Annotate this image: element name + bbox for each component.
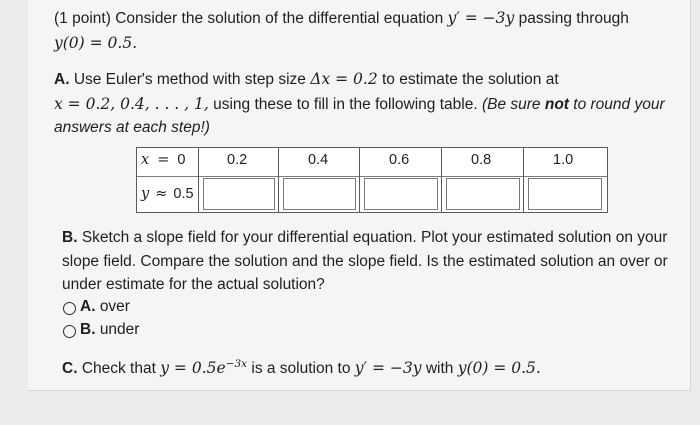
part-c-condition: y(0) = 0.5. [457,359,541,378]
part-b-text3: under estimate for the actual solution? [62,276,325,293]
part-b-line2 [62,253,668,271]
part-a-text2: to estimate the solution at [382,71,559,88]
x-header-0.2: 0.2 [227,152,248,168]
part-b-text2: slope field. Compare the solution and the slope field. Is the estimated solution an over or [62,253,668,270]
equals-sign: = [157,152,170,168]
table-col-divider [359,148,360,212]
x-header-1.0: 1.0 [553,152,574,168]
option-over-radio[interactable] [63,302,76,315]
x-header-0.8: 0.8 [471,152,492,168]
problem-intro: Consider the solution of the differential equation [115,10,444,27]
problem-statement-line1 [54,9,629,28]
option-under-label[interactable] [80,321,139,339]
note-prefix: (Be sure [481,96,541,113]
option-under-letter: B. [80,321,96,338]
y-header-cell [141,186,194,202]
x-header-0.4: 0.4 [308,152,329,168]
solution-expression: y = 0.5e [160,359,226,378]
part-c-with: with [425,360,454,378]
part-c-text2: is a solution to [251,360,351,378]
part-b-line3 [62,276,325,294]
part-b-label: B. [62,229,78,246]
part-c-equation: y′ = −3y [354,359,422,378]
part-b-text1: Sketch a slope field for your differential equation. Plot your estimated solution on your [81,229,668,246]
part-b-line1 [62,229,667,247]
solution-exponent: −3x [225,358,248,370]
part-a-text3: using these to fill in the following table. [213,96,478,113]
initial-condition: y(0) = 0.5. [54,34,138,52]
option-over-letter: A. [80,298,96,315]
y-input-1.0[interactable] [528,178,602,210]
approx-sign: ≈ [155,186,168,202]
option-under-text: under [99,321,140,338]
part-a-line3 [54,119,210,137]
differential-equation: y′ = −3y [447,9,515,27]
problem-statement-line2 [54,34,137,53]
y-input-0.8[interactable] [446,178,520,210]
y-input-0.6[interactable] [364,178,438,210]
passing-through-text: passing through [518,10,629,27]
x-header-cell [141,152,185,168]
y-label: y [141,186,150,202]
y-input-0.2[interactable] [203,178,275,210]
note-suffix1: to round your [573,96,665,113]
x0-value: 0 [177,152,186,168]
table-col-divider [198,148,199,212]
part-c-text1: Check that [81,360,156,378]
table-col-divider [278,148,279,212]
option-under-radio[interactable] [63,325,76,338]
y0-value: 0.5 [173,186,194,202]
table-col-divider [523,148,524,212]
part-a-label: A. [54,71,70,88]
points-label: (1 point) [54,10,111,27]
option-over-label[interactable] [80,298,130,316]
note-not: not [544,96,569,113]
y-input-0.4[interactable] [283,178,356,210]
option-over-text: over [99,298,130,315]
part-a-text1: Use Euler's method with step size [73,71,306,88]
x-label: x [141,152,150,168]
part-c-line [62,358,541,378]
table-row-divider [137,176,607,177]
x-header-0.6: 0.6 [389,152,410,168]
part-a-line1 [54,70,559,89]
part-a-line2 [54,95,665,114]
part-c-label: C. [62,360,78,378]
table-col-divider [441,148,442,212]
euler-table [136,147,608,213]
step-size: Δx = 0.2 [310,70,378,88]
note-suffix2: answers at each step!) [54,119,210,136]
x-values: x = 0.2, 0.4, . . . , 1, [54,95,209,113]
